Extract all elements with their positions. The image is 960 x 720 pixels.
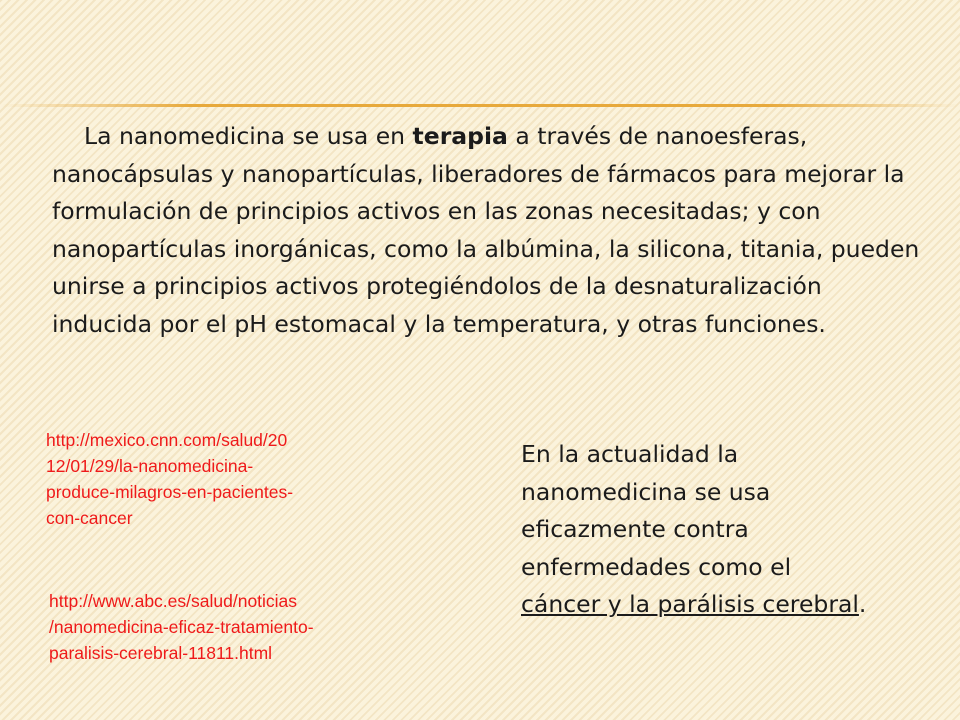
cnn-link-line-1[interactable]: http://mexico.cnn.com/salud/20 — [46, 430, 288, 450]
cnn-source-link[interactable] — [46, 427, 396, 531]
main-paragraph-start: La nanomedicina se usa en — [84, 122, 413, 150]
side-paragraph-line-3: eficazmente contra — [521, 515, 749, 544]
abc-link-line-1[interactable]: http://www.abc.es/salud/noticias — [49, 591, 298, 611]
cnn-link-line-4[interactable]: con-cancer — [46, 508, 133, 528]
bold-keyword-terapia: terapia — [412, 122, 508, 150]
underlined-conditions-text: cáncer y la parálisis cerebral — [521, 590, 859, 619]
main-paragraph — [52, 118, 922, 344]
abc-link-line-2[interactable]: /nanomedicina-eficaz-tratamiento- — [49, 617, 314, 637]
abc-link-line-3[interactable]: paralisis-cerebral-11811.html — [49, 643, 273, 663]
decorative-top-rule — [0, 104, 960, 107]
side-paragraph — [521, 436, 941, 624]
cnn-link-line-2[interactable]: 12/01/29/la-nanomedicina- — [46, 456, 254, 476]
abc-source-link[interactable] — [49, 588, 409, 666]
side-paragraph-line-5 — [521, 586, 941, 624]
side-paragraph-line-1: En la actualidad la — [521, 440, 739, 468]
side-paragraph-line-2: nanomedicina se usa — [521, 477, 771, 506]
main-paragraph-rest: a través de nanoesferas, nanocápsulas y nanopartículas, liberadores de fármacos para mejorar la formulación de principios activos en las zonas necesitadas; y con nanopartículas inorgánicas, como la albúmina, la silicona, titania, pueden unirse a principios activos protegiéndolos de la desnaturalización inducida por el pH estomacal y la temperatura, y otras funciones. — [52, 122, 920, 338]
side-paragraph-period: . — [858, 590, 867, 619]
side-paragraph-line-4: enfermedades como el — [521, 552, 792, 581]
cnn-link-line-3[interactable]: produce-milagros-en-pacientes- — [46, 482, 294, 502]
